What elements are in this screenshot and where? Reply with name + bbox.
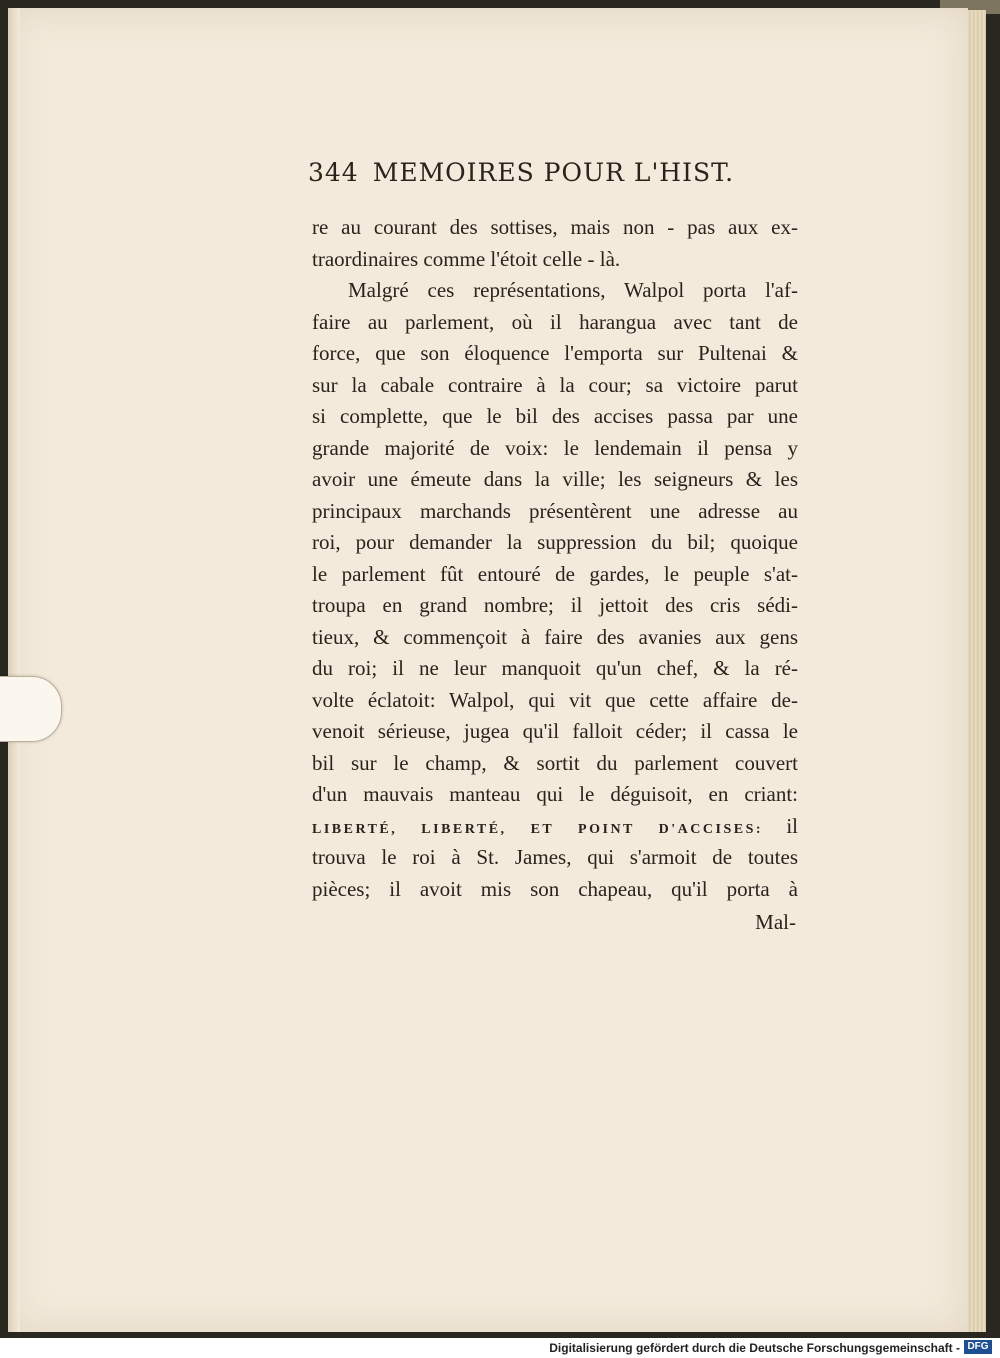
text-line: Malgré ces représentations, Walpol porta l'af-: [348, 278, 798, 302]
page-gutter-shadow: [8, 8, 20, 1332]
text-line: d'un mauvais manteau qui le déguisoit, en criant:: [312, 782, 798, 806]
page-clip-tab: [0, 676, 62, 742]
footer-credit: Digitalisierung gefördert durch die Deutsche Forschungsgemeinschaft -: [549, 1341, 960, 1355]
text-line: avoir une émeute dans la ville; les seigneurs & les: [312, 467, 798, 491]
text-line: le parlement fût entouré de gardes, le peuple s'at-: [312, 561, 798, 586]
text-line: traordinaires comme l'étoit celle - là.: [312, 246, 621, 271]
body-text: [312, 212, 798, 905]
text-line-small-caps: [312, 811, 798, 843]
text-line: principaux marchands présentèrent une adresse au: [312, 498, 798, 523]
text-line: re au courant des sottises, mais non - pas aux ex-: [312, 215, 798, 239]
text-fragment: il: [786, 813, 799, 838]
text-line: bil sur le champ, & sortit du parlement couvert: [312, 750, 798, 775]
dfg-logo: DFG: [964, 1340, 992, 1354]
text-line: sur la cabale contraire à la cour; sa victoire parut: [312, 372, 798, 397]
text-line: grande majorité de voix: le lendemain il pensa y: [312, 435, 798, 460]
caps-phrase: LIBERTÉ, LIBERTÉ, ET POINT D'ACCISES:: [312, 821, 764, 837]
text-line: trouva le roi à St. James, qui s'armoit de toutes: [312, 845, 798, 869]
text-line: tieux, & commençoit à faire des avanies aux gens: [312, 624, 798, 649]
text-line: volte éclatoit: Walpol, qui vit que cette affaire de-: [312, 687, 798, 712]
text-line: faire au parlement, où il harangua avec tant de: [312, 309, 798, 334]
text-line: troupa en grand nombre; il jettoit des cris sédi-: [312, 593, 798, 617]
text-line: pièces; il avoit mis son chapeau, qu'il porta à: [312, 876, 798, 901]
text-line: force, que son éloquence l'emporta sur Pultenai &: [312, 341, 798, 365]
text-line: roi, pour demander la suppression du bil; quoique: [312, 530, 798, 554]
running-title: MEMOIRES POUR L'HIST.: [372, 158, 735, 187]
text-line: du roi; il ne leur manquoit qu'un chef, & la ré-: [312, 656, 798, 680]
running-header: [308, 158, 788, 187]
text-line: venoit sérieuse, jugea qu'il falloit céder; il cassa le: [312, 719, 798, 743]
page-number: 344: [308, 158, 359, 187]
catchword: Mal-: [755, 910, 796, 934]
text-line: si complette, que le bil des accises passa par une: [312, 404, 798, 428]
